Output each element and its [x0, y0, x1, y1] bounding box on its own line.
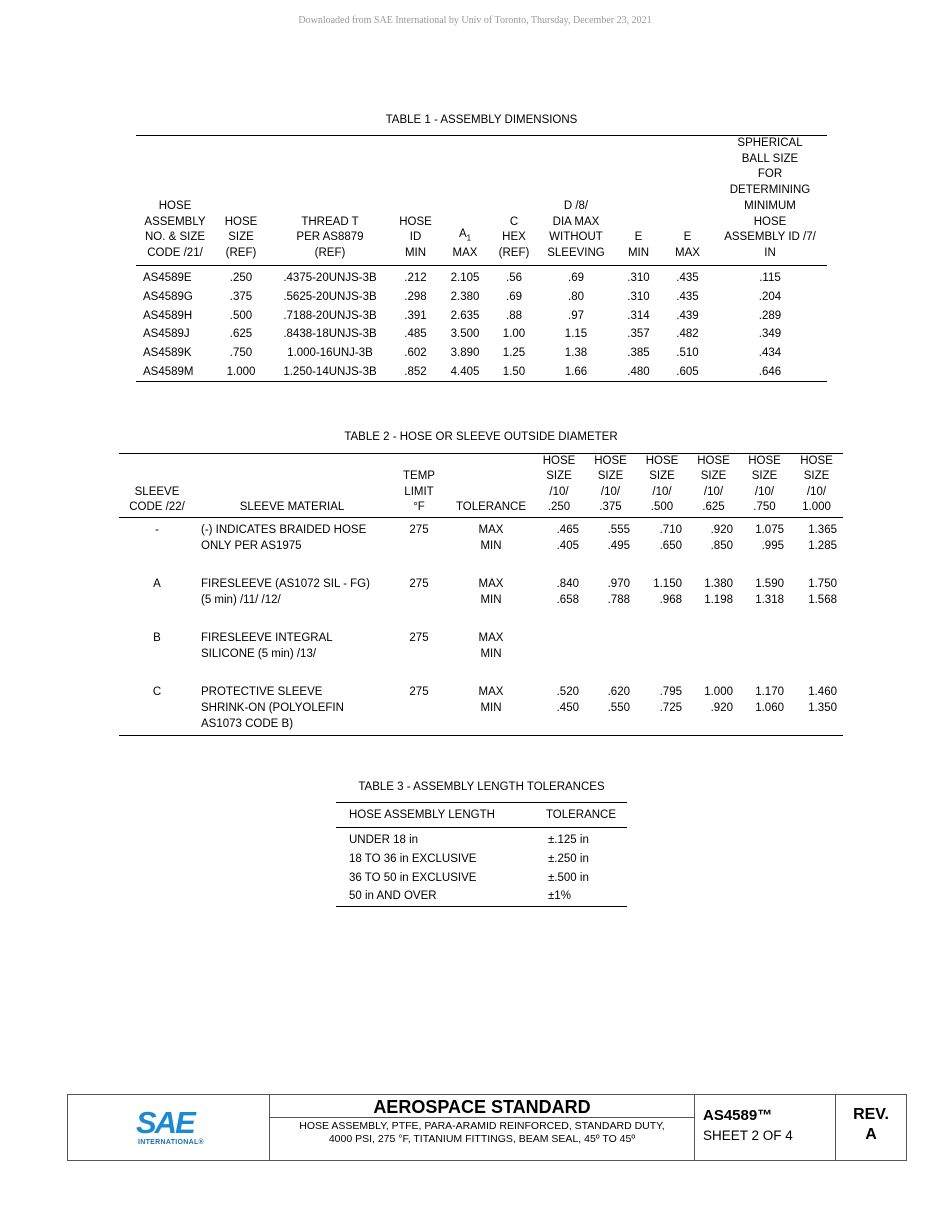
table-row [136, 306, 827, 325]
table3-header-tolerance: TOLERANCE [535, 803, 627, 828]
table1-cell: 1.66 [564, 366, 588, 378]
tolerance [449, 572, 533, 626]
length-range: 18 TO 36 in EXCLUSIVE [349, 853, 477, 866]
table1-cell: .204 [758, 290, 782, 303]
table1-cell: .435 [676, 272, 699, 285]
length-range: UNDER 18 in [349, 834, 419, 847]
table1-header-line: SLEEVING [547, 246, 605, 259]
table1-header-line: HEX [502, 231, 526, 244]
diameter-value-line: .405 [556, 540, 579, 553]
table2-header-line: SLEEVE MATERIAL [239, 500, 345, 513]
table2-header-line: .750 [753, 500, 776, 513]
table1-cell: .314 [627, 309, 650, 322]
revision-label: REV. [853, 1106, 889, 1123]
table1-cell: .605 [676, 366, 699, 378]
table1-cell: 1.25 [502, 347, 526, 360]
table1-cell: .385 [627, 347, 650, 360]
table2-header-line: HOSE [748, 455, 781, 467]
table2-header-line: /10/ [549, 485, 569, 498]
table1-cell: .7188-20UNJS-3B [283, 309, 377, 322]
table2-header-line: .250 [547, 500, 571, 513]
temp-limit: 275 [409, 686, 429, 699]
table-row [336, 850, 627, 869]
table-row [136, 265, 827, 287]
table1-cell: .8438-18UNJS-3B [283, 328, 377, 341]
length-range: 50 in AND OVER [349, 890, 437, 903]
diameter-value-line: .650 [659, 540, 682, 553]
table1-header-line: THREAD T [301, 215, 359, 228]
diameter-value-line: .450 [556, 702, 579, 715]
table1-header-line: (REF) [314, 246, 346, 259]
table2-header-row [119, 454, 843, 518]
table2-header-line: HOSE [645, 455, 679, 467]
diameter-value-line: 1.170 [755, 686, 784, 699]
diameter-value [688, 626, 739, 680]
table1-header-row [136, 136, 827, 266]
table-row [119, 626, 843, 680]
table1-cell: .4375-20UNJS-3B [283, 272, 377, 285]
diameter-value [636, 518, 688, 573]
table2-header-cell [739, 454, 790, 518]
download-notice: Downloaded from SAE International by Univ of Toronto, Thursday, December 23, 2021 [298, 15, 652, 26]
length-tolerance-table [336, 802, 627, 907]
table1-cell: .80 [568, 290, 584, 303]
table2-header-line: SIZE [649, 470, 675, 483]
table1-header-cell [615, 136, 662, 266]
table2-header-line: 1.000 [802, 500, 831, 513]
diameter-value [739, 572, 790, 626]
table2-header-line: /10/ [600, 485, 621, 498]
table1-cell: 1.00 [502, 328, 526, 341]
table2-header-line: /10/ [703, 485, 724, 498]
table1-header-line: IN [764, 246, 776, 259]
table1-cell: 2.380 [450, 290, 480, 303]
table1-header-line: MIN [404, 246, 427, 259]
diameter-value [636, 626, 688, 680]
table1-cell: .250 [229, 272, 253, 285]
table1-cell: 1.000-16UNJ-3B [287, 347, 373, 360]
diameter-value-line: 1.350 [808, 702, 837, 715]
table-row [136, 325, 827, 344]
table2-header-line: SIZE [597, 470, 624, 483]
sleeve-code: C [152, 686, 162, 699]
table1-header-line: ASSEMBLY [144, 215, 206, 228]
table1-header-line: CODE /21/ [147, 246, 203, 259]
table1-cell: .69 [506, 290, 522, 303]
table1-header-line: MINIMUM [744, 199, 796, 212]
table2-header-line: SIZE [700, 470, 727, 483]
table1-cell: .434 [758, 347, 782, 360]
table2-header-cell [790, 454, 843, 518]
diameter-value [533, 518, 585, 573]
diameter-value-line: 1.060 [755, 702, 784, 715]
diameter-value [790, 626, 843, 680]
sleeve-material [195, 626, 389, 680]
diameter-value [585, 572, 636, 626]
standard-subtitle: HOSE ASSEMBLY, PTFE, PARA-ARAMID REINFORCED, STANDARD DUTY, 4000 PSI, 275 °F, TITANIUM FITTINGS, BEAM SEAL, 45º TO 45º [299, 1120, 665, 1145]
tolerance [449, 680, 533, 736]
diameter-value [688, 680, 739, 736]
diameter-value-line: .920 [710, 702, 733, 715]
diameter-value-line: 1.590 [755, 578, 784, 591]
table1-cell: .349 [758, 328, 782, 341]
diameter-value-line: 1.000 [704, 686, 733, 699]
sleeve-material [195, 518, 389, 573]
table1-cell: .310 [627, 290, 650, 303]
assembly-dimensions-table [136, 135, 827, 382]
diameter-value [533, 572, 585, 626]
diameter-value [688, 572, 739, 626]
table2-header-line: SLEEVE [134, 485, 180, 498]
diameter-value [533, 680, 585, 736]
table1-cell: AS4589H [143, 309, 193, 322]
revision-value: A [865, 1126, 877, 1143]
tolerance [449, 518, 533, 573]
sleeve-code: - [155, 524, 159, 537]
table1-cell: .482 [676, 328, 699, 341]
tolerance [449, 626, 533, 680]
table2-header-cell [585, 454, 636, 518]
table2-header-cell [533, 454, 585, 518]
table1-header-line: MAX [452, 246, 478, 259]
diameter-value-line: 1.460 [808, 686, 837, 699]
diameter-value [790, 572, 843, 626]
table-row [336, 828, 627, 850]
tolerance-line: MIN [480, 648, 502, 661]
table1-cell: AS4589M [143, 366, 194, 378]
table-row [336, 887, 627, 906]
table1-header-cell [214, 136, 268, 266]
table3-header-length: HOSE ASSEMBLY LENGTH [336, 803, 535, 828]
table-row [119, 680, 843, 736]
diameter-value-line: .658 [556, 594, 579, 607]
table1-header-line: BALL SIZE [741, 152, 799, 165]
sleeve-material-line: AS1073 CODE B) [201, 718, 294, 731]
table2-header-cell [119, 454, 195, 518]
diameter-value-line: .520 [556, 686, 579, 699]
table-row [136, 363, 827, 382]
diameter-value-line: .995 [761, 540, 784, 553]
table2-header-line: HOSE [542, 455, 576, 467]
table-row [119, 518, 843, 573]
table1-header-cell [491, 136, 537, 266]
table1-header-line: (REF) [225, 246, 257, 259]
table1-header-line: HOSE [753, 215, 787, 228]
temp-limit: 275 [409, 632, 429, 645]
diameter-value-line: .968 [659, 594, 682, 607]
table1-header-line: WITHOUT [549, 231, 603, 244]
table2-header-cell [688, 454, 739, 518]
diameter-value [585, 680, 636, 736]
table1-cell: 1.50 [502, 366, 526, 378]
table1-cell: .602 [404, 347, 427, 360]
table1-cell: 1.38 [564, 347, 588, 360]
table1-cell: .750 [229, 347, 253, 360]
table2-header-line: .625 [702, 500, 725, 513]
diameter-value [739, 518, 790, 573]
diameter-value-line: .465 [556, 524, 579, 537]
table2-header-cell [636, 454, 688, 518]
table2-header-line: TEMP [403, 470, 435, 483]
diameter-value-line: .970 [607, 578, 630, 591]
table1-header-line: E [634, 231, 643, 244]
sleeve-material-line: (-) INDICATES BRAIDED HOSE [201, 524, 367, 537]
length-tolerance: ±.500 in [548, 871, 589, 884]
table2-header-line: SIZE [751, 470, 778, 483]
diameter-value-line: .555 [607, 524, 630, 537]
temp-limit: 275 [409, 578, 429, 591]
diameter-value [533, 626, 585, 680]
table1-header-line: NO. & SIZE [144, 231, 206, 244]
diameter-value [585, 626, 636, 680]
revision-cell [836, 1095, 906, 1160]
table1-cell: .69 [568, 272, 584, 285]
diameter-value-line: 1.285 [808, 540, 837, 553]
table2-header-cell [389, 454, 449, 518]
length-tolerance: ±.125 in [548, 834, 589, 847]
sleeve-material-line: ONLY PER AS1975 [201, 540, 302, 553]
diameter-value-line: .788 [607, 594, 630, 607]
table1-cell: .391 [404, 309, 427, 322]
title-cell [270, 1095, 695, 1160]
table1-cell: AS4589E [143, 272, 192, 285]
table2-header-line: SIZE [546, 470, 572, 483]
table2-caption: TABLE 2 - HOSE OR SLEEVE OUTSIDE DIAMETER [344, 431, 618, 443]
table1-cell: .375 [229, 290, 253, 303]
diameter-value-line: .795 [659, 686, 682, 699]
table1-cell: AS4589J [143, 328, 190, 341]
table1-header-line: HOSE [399, 215, 432, 228]
diameter-value-line: .840 [556, 578, 579, 591]
table1-header-line: SIZE [228, 231, 254, 244]
table2-header-line: SIZE [803, 470, 830, 483]
table1-header-line: ASSEMBLY ID /7/ [724, 231, 816, 244]
table2-header-line: .500 [650, 500, 674, 513]
table1-cell: .56 [506, 272, 522, 285]
table-row [336, 868, 627, 887]
table1-header-cell [537, 136, 615, 266]
table1-caption: TABLE 1 - ASSEMBLY DIMENSIONS [385, 114, 578, 126]
table3-caption: TABLE 3 - ASSEMBLY LENGTH TOLERANCES [358, 781, 605, 793]
diameter-value-line: .850 [710, 540, 733, 553]
table1-header-line: MIN [627, 246, 650, 259]
diameter-value-line: 1.198 [704, 594, 733, 607]
table1-header-line: D /8/ [563, 199, 589, 212]
table1-header-line: MAX [675, 246, 700, 259]
table1-cell: 3.500 [450, 328, 480, 341]
table1-cell: 3.890 [450, 347, 480, 360]
sleeve-material-line: (5 min) /11/ /12/ [201, 594, 281, 607]
sleeve-material [195, 680, 389, 736]
table1-cell: .310 [627, 272, 650, 285]
sleeve-material [195, 572, 389, 626]
table1-header-cell [662, 136, 713, 266]
table1-cell: AS4589K [143, 347, 192, 360]
table2-header-line: TOLERANCE [455, 500, 527, 513]
title-block [67, 1094, 907, 1161]
table2-header-line: CODE /22/ [129, 500, 185, 513]
length-range: 36 TO 50 in EXCLUSIVE [349, 871, 477, 884]
sleeve-material-line: SILICONE (5 min) /13/ [201, 648, 317, 661]
table1-cell: 1.000 [226, 366, 256, 378]
temp-limit: 275 [409, 524, 429, 537]
sleeve-material-line: PROTECTIVE SLEEVE [201, 686, 323, 699]
document-cell [695, 1095, 836, 1160]
table1-header-line: $A_1$ [458, 227, 472, 243]
diameter-value-line: 1.750 [808, 578, 837, 591]
sleeve-code: A [153, 578, 161, 591]
table1-cell: 4.405 [450, 366, 480, 378]
diameter-value-line: 1.075 [755, 524, 784, 537]
table1-cell: .298 [404, 290, 427, 303]
table1-cell: .115 [759, 272, 781, 285]
tolerance-line: MAX [478, 632, 504, 645]
table1-header-line: (REF) [498, 246, 530, 259]
table1-cell: .97 [568, 309, 584, 322]
table2-header-cell [195, 454, 389, 518]
table1-cell: 1.250-14UNJS-3B [283, 366, 377, 378]
sheet-number: SHEET 2 OF 4 [703, 1128, 793, 1143]
table1-cell: 2.635 [450, 309, 480, 322]
diameter-value-line: .495 [607, 540, 630, 553]
table1-header-cell [713, 136, 827, 266]
diameter-value [636, 680, 688, 736]
diameter-value [739, 680, 790, 736]
standard-title: AEROSPACE STANDARD [270, 1095, 694, 1118]
tolerance-line: MIN [480, 702, 502, 715]
table2-header-line: LIMIT [404, 485, 434, 498]
table1-cell: .480 [627, 366, 650, 378]
sleeve-material-line: SHRINK-ON (POLYOLEFIN [201, 702, 344, 715]
length-tolerance: ±1% [548, 890, 571, 903]
table1-header-line: FOR [757, 168, 783, 181]
table1-cell: .646 [758, 366, 782, 378]
table1-cell: .88 [506, 309, 522, 322]
tolerance-line: MAX [478, 524, 504, 537]
table1-cell: .510 [676, 347, 699, 360]
sleeve-material-line: FIRESLEEVE (AS1072 SIL - FG) [201, 578, 370, 591]
sleeve-code: B [153, 632, 161, 645]
table-row [119, 572, 843, 626]
table1-cell: .435 [676, 290, 699, 303]
table1-header-line: E [683, 231, 692, 244]
diameter-value [739, 626, 790, 680]
diameter-value-line: 1.365 [808, 524, 837, 537]
table2-header-line: .375 [599, 500, 622, 513]
diameter-value [585, 518, 636, 573]
sae-logo-subtext: INTERNATIONAL® [138, 1139, 205, 1146]
table1-header-cell [439, 136, 491, 266]
diameter-value-line: .620 [607, 686, 630, 699]
diameter-value-line: .920 [710, 524, 733, 537]
table1-cell: .500 [229, 309, 253, 322]
table2-header-line: HOSE [594, 455, 627, 467]
table-row [136, 344, 827, 363]
table2-header-line: °F [413, 500, 425, 513]
table1-header-line: HOSE [224, 215, 258, 228]
table1-cell: .289 [758, 309, 782, 322]
hose-sleeve-diameter-table [119, 453, 843, 736]
diameter-value-line: 1.318 [755, 594, 784, 607]
diameter-value-line: .710 [659, 524, 682, 537]
diameter-value-line: 1.380 [704, 578, 733, 591]
diameter-value-line: 1.150 [653, 578, 682, 591]
table1-header-line: SPHERICAL [737, 137, 803, 149]
table1-header-line: DETERMINING [729, 184, 811, 197]
diameter-value-line: .550 [607, 702, 630, 715]
table2-header-line: /10/ [806, 485, 827, 498]
table1-cell: .357 [627, 328, 650, 341]
table1-cell: .212 [404, 272, 427, 285]
diameter-value [688, 518, 739, 573]
table1-cell: .485 [404, 328, 427, 341]
tolerance-line: MAX [478, 686, 504, 699]
table2-header-line: HOSE [800, 455, 833, 467]
length-tolerance: ±.250 in [548, 853, 589, 866]
diameter-value [790, 518, 843, 573]
table1-cell: .625 [229, 328, 253, 341]
table1-header-line: PER AS8879 [296, 231, 364, 244]
document-number: AS4589™ [703, 1107, 773, 1124]
table1-cell: .439 [676, 309, 699, 322]
table2-header-cell [449, 454, 533, 518]
tolerance-line: MIN [480, 540, 502, 553]
table2-header-line: /10/ [652, 485, 672, 498]
diameter-value-line: .725 [659, 702, 682, 715]
tolerance-line: MAX [478, 578, 504, 591]
sae-logo [68, 1095, 270, 1160]
diameter-value-line: 1.568 [808, 594, 837, 607]
sleeve-material-line: FIRESLEEVE INTEGRAL [201, 632, 333, 645]
table1-header-cell [268, 136, 392, 266]
sae-logo-text: SAE [136, 1105, 194, 1140]
table1-header-cell [392, 136, 439, 266]
table1-cell: 2.105 [450, 272, 480, 285]
table1-header-cell [136, 136, 214, 266]
table1-cell: .5625-20UNJS-3B [283, 290, 377, 303]
table1-header-line: HOSE [158, 199, 192, 212]
table1-cell: .852 [404, 366, 427, 378]
table1-cell: 1.15 [564, 328, 588, 341]
table1-header-line: ID [409, 231, 422, 244]
table-row [136, 287, 827, 306]
table3-header-row [336, 803, 627, 828]
table1-header-line: DIA MAX [552, 215, 600, 228]
table2-header-line: HOSE [697, 455, 730, 467]
table1-header-line: C [509, 215, 519, 228]
table2-header-line: /10/ [754, 485, 775, 498]
tolerance-line: MIN [480, 594, 502, 607]
diameter-value [636, 572, 688, 626]
table1-cell: AS4589G [143, 290, 193, 303]
diameter-value [790, 680, 843, 736]
